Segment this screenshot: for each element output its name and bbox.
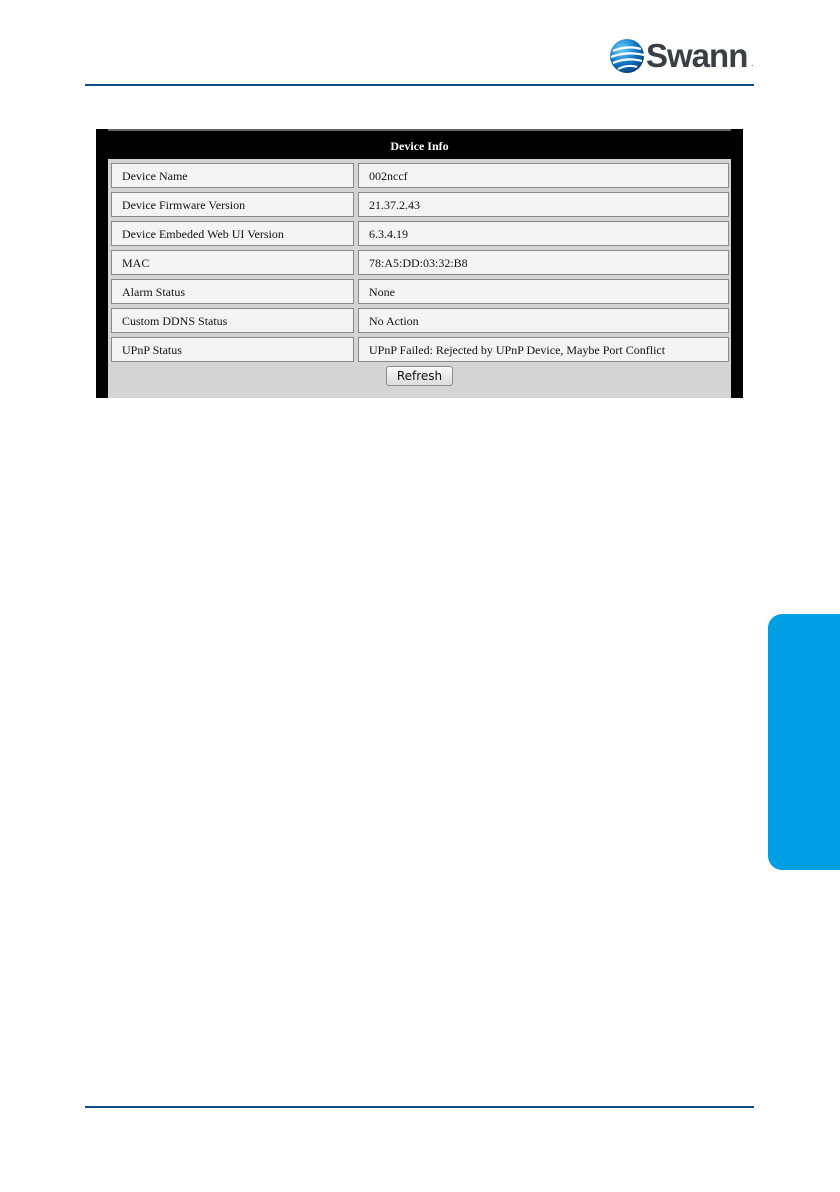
header-rule (85, 84, 754, 86)
table-row (108, 337, 731, 366)
row-label-upnp-status: UPnP Status (111, 337, 354, 362)
brand-name: Swann (646, 37, 748, 74)
row-value-firmware-version: 21.37.2.43 (358, 192, 729, 217)
footer-rule (85, 1106, 754, 1108)
row-value-mac: 78:A5:DD:03:32:B8 (358, 250, 729, 275)
brand-trademark: . (751, 58, 754, 68)
row-value-web-ui-version: 6.3.4.19 (358, 221, 729, 246)
table-row (108, 192, 731, 221)
device-info-table (108, 159, 731, 398)
row-value-upnp-status: UPnP Failed: Rejected by UPnP Device, Maybe Port Conflict (358, 337, 729, 362)
table-row (108, 163, 731, 192)
swann-logo (608, 36, 758, 76)
table-row (108, 221, 731, 250)
refresh-container (108, 366, 731, 386)
row-label-web-ui-version: Device Embeded Web UI Version (111, 221, 354, 246)
chapter-side-tab (768, 614, 840, 870)
row-value-ddns-status: No Action (358, 308, 729, 333)
swann-globe-icon (608, 36, 648, 76)
panel-title: Device Info (108, 129, 731, 159)
row-value-alarm-status: None (358, 279, 729, 304)
row-label-firmware-version: Device Firmware Version (111, 192, 354, 217)
table-row (108, 308, 731, 337)
refresh-button[interactable]: Refresh (386, 366, 453, 386)
device-info-panel (96, 129, 743, 398)
row-label-alarm-status: Alarm Status (111, 279, 354, 304)
row-label-device-name: Device Name (111, 163, 354, 188)
row-label-ddns-status: Custom DDNS Status (111, 308, 354, 333)
row-label-mac: MAC (111, 250, 354, 275)
table-row (108, 279, 731, 308)
row-value-device-name: 002nccf (358, 163, 729, 188)
table-row (108, 250, 731, 279)
